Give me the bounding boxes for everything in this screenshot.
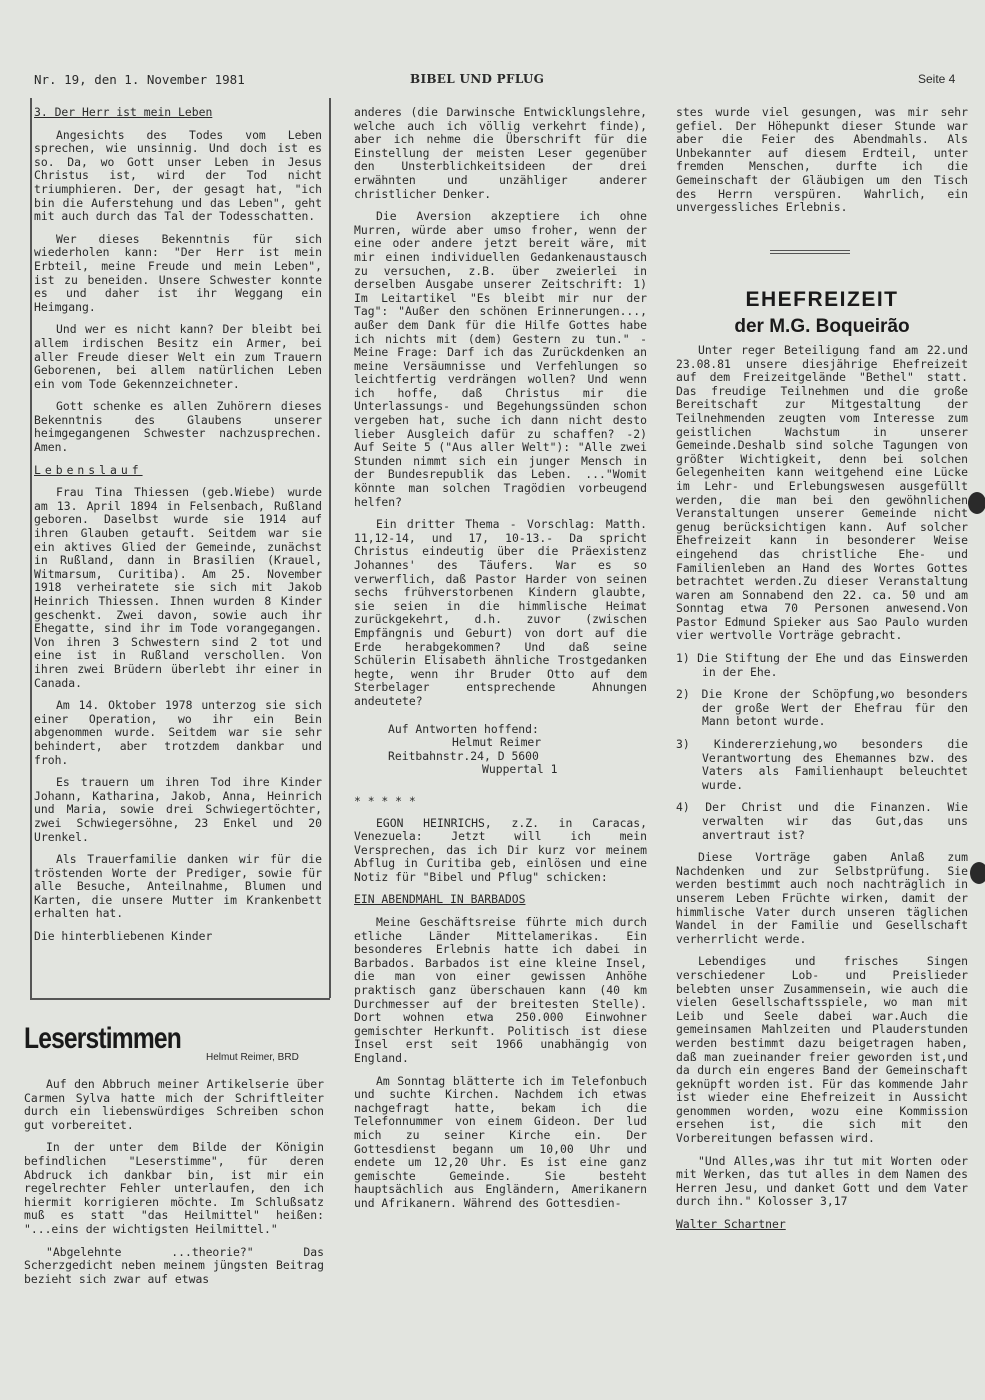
signature-address: Reitbahnstr.24, D 5600 — [388, 748, 539, 763]
closing-signature: Die hinterbliebenen Kinder — [34, 929, 213, 944]
punch-hole — [968, 492, 985, 514]
paragraph: Meine Geschäftsreise führte mich durch etliche Länder Mittelamerikas. Ein besonderes Erlebnis hatte ich dabei in Barbados. Barbados ist eine kleine Insel, die man von einer gewissen Anhöhe praktisch ganz überschauen kann (40 km Durchmesser auf der breitesten Stelle). Dort wohnen etwa 250.000 Einwohner gemischter Herkunft. Politisch ist diese Insel erst seit 1966 unabhängig von England. — [354, 915, 647, 1065]
punch-hole — [970, 862, 985, 884]
signature-city: Wuppertal 1 — [482, 762, 558, 777]
leserstimmen-author: Helmut Reimer, BRD — [206, 1052, 299, 1063]
column-1-border-bottom — [30, 998, 330, 1000]
paragraph: Unter reger Beteiligung fand am 22.und 23.08.81 unsere diesjährige Ehefreizeit auf dem Freizeitgelände "Bethel" statt. Das freudige Teilnehmen und die große Bereitschaft zur Mitgestaltung der Teilnehmenden zeugten vom Interesse zum geistlichen Wachstum in unserer Gemeinde.Deshalb sind solche Tagungen von größter Wichtigkeit, denn bei solchen Gelegenheiten kann weitgehend eine Lücke im Lehr- und Erlebungswesen ausgefüllt werden, die man bei den gewöhnlichen Veranstaltungen unserer Gemeinde nicht genug berücksichtigen kann. Auf solcher Ehefreizeit kann in besonderer Weise eingehend das christliche Ehe- und Familienleben an Hand des Wortes Gottes betrachtet werden.Zu dieser Veranstaltung waren am Sonnabend den 22. ca. 50 und am Sonntag etwa 70 Personen anwesend.Von Pastor Edmund Spieker aus Sao Paulo wurden vier wertvolle Vorträge gebracht. — [676, 343, 968, 643]
paragraph: "Abgelehnte ...theorie?" Das Scherzgedicht neben meinem jüngsten Beitrag bezieht sich zwar auf etwas — [24, 1244, 324, 1286]
column-1-border-left — [30, 98, 32, 998]
paragraph: In der unter dem Bilde der Königin befindlichen "Leserstimme", für deren Abdruck ich dankbar bin, ist mir ein regelrechter Fehler unterlaufen, den ich hiermit korrigieren möchte. Im Schlußsatz muß es statt "das Heilmittel" heißen: "...eins der wichtigsten Heilmittel." — [24, 1140, 324, 1236]
signature-block — [354, 723, 647, 777]
leserstimmen-title: Leserstimmen — [24, 1022, 181, 1055]
page-number: Seite 4 — [918, 72, 956, 86]
author-signature: Walter Schartner — [676, 1217, 786, 1232]
separator-stars: * * * * * — [354, 793, 416, 808]
issue-date: Nr. 19, den 1. November 1981 — [34, 72, 245, 87]
paragraph: Als Trauerfamilie danken wir für die tröstenden Worte der Prediger, sowie für alle Besuche, Anteilnahme, Blumen und Karten, die unsere Mutter im Krankenbett erhalten hat. — [34, 852, 322, 921]
paragraph: Frau Tina Thiessen (geb.Wiebe) wurde am 13. April 1894 in Felsenbach, Rußland geboren. Daselbst wurde sie 1914 auf ihren Glauben getauft. Seitdem war sie ein aktives Glied der Gemeinde, zunächst in Rußland, dann in Brasilien (Krauel, Witmarsum, Curitiba). Am 25. November 1918 verheiratete sie sich mit Jakob Heinrich Thiessen. Ihnen wurden 8 Kinder geschenkt. Zwei davon, sowie auch ihr Ehegatte, sind ihr im Tode vorangegangen. Von ihren 3 Schwestern sind 2 tot und eine ist in Rußland verschollen. Von ihren zwei Brüdern überlebt ihr einer in Canada. — [34, 485, 322, 690]
list-item: 3) Kindererziehung,wo besonders die Verantwortung des Ehemannes bzw. des Vaters als Familienhaupt beleuchtet wurde. — [676, 737, 968, 792]
signature-line: Auf Antworten hoffend: — [388, 721, 539, 736]
paragraph: Angesichts des Todes vom Leben sprechen, wie unsinnig. Und doch ist es so. Da, wo Gott unser Leben in Jesus Christus ist, wird der Tod nicht triumphieren. Der, der gesagt hat, "ich bin die Auferstehung und das Leben", geht mit auch durch das Tal der Todesschatten. — [34, 127, 322, 224]
ehefreizeit-title: EHEFREIZEIT — [745, 288, 899, 311]
paragraph: Und wer es nicht kann? Der bleibt bei allem irdischen Besitz ein Armer, bei aller Freude dieser Welt ein zum Trauern Geborenen, bei allem natürlichen Leben ein vom Tode Gekennzeichneter. — [34, 322, 322, 391]
ehefreizeit-heading — [676, 288, 968, 338]
paragraph: Gott schenke es allen Zuhörern dieses Bekenntnis des Glaubens unserer heimgegangenen Schwester nachzusprechen. Amen. — [34, 399, 322, 455]
list-item: 4) Der Christ und die Finanzen. Wie verwalten wir das Gut,das uns anvertraut ist? — [676, 800, 968, 842]
divider-line — [770, 253, 850, 254]
paragraph: stes wurde viel gesungen, was mir sehr gefiel. Der Höhepunkt dieser Stunde war aber die Feier des Abendmahls. Als Unbekannter auf diesem Erdteil, unter fremden Menschen, durfte ich die Gemeinschaft der Gläubigen um den Tisch des Herrn verspüren. Wahrlich, ein unvergessliches Erlebnis. — [676, 105, 968, 215]
paragraph: Diese Vorträge gaben Anlaß zum Nachdenken und zur Selbstprüfung. Sie werden bestimmt auch noch nachträglich in unserem Leben Früchte wirken, damit der himmlische Vater durch unseren täglichen Wandel in der Familie und Gesellschaft verherrlicht werde. — [676, 850, 968, 946]
signature-name: Helmut Reimer — [452, 735, 542, 750]
paragraph: Am Sonntag blätterte ich im Telefonbuch und suchte Kirchen. Nachdem ich etwas nachgefragt hatte, bekam ich die Telefonnummer von einem Gideon. Der lud mich zu seiner Kirche ein. Der Gottesdienst begann um 10,00 Uhr und endete um 12,20 Uhr. Es ist eine ganz gemischte Gemeinde. Sie besteht hauptsächlich aus Engländern, Amerikanern und Afrikanern. Während des Gottesdien- — [354, 1073, 647, 1210]
paragraph: Am 14. Oktober 1978 unterzog sie sich einer Operation, wo ihr ein Bein abgenommen wurde. Seitdem war sie sehr behindert, aber trotzdem dankbar und froh. — [34, 698, 322, 767]
ehefreizeit-body — [676, 344, 968, 1241]
list-item: 1) Die Stiftung der Ehe und das Einswerden in der Ehe. — [676, 651, 968, 679]
column-3 — [676, 106, 968, 224]
paragraph: Die Aversion akzeptiere ich ohne Murren, würde aber umso froher, wenn der eine oder andere jetzt bereit wäre, mit mir einen individuellen Gedankenaustausch zu versuchen, z.B. über zweierlei in derselben Ausgabe unserer Zeitschrift: 1) Im Leitartikel "Es bleibt mir nur der Tag": "Außer den schönen Erinnerungen..., außer dem Dank für die Hilfe Gottes habe ich nichts mit (dem) Gestern zu tun." - Meine Frage: Darf ich das Zurückdenken an meine Versäumnisse und Verfehlungen so leichtfertig verdrängen wollen? Und wenn ich hoffe, daß Christus mir die Unterlassungs- und Begehungssünden schon vergeben hat, suche ich dann nicht desto lieber Ausgleich dafür zu schaffen? -2) Auf Seite 5 ("Aus aller Welt"): "Alle zwei Stunden nimmt sich ein junger Mensch in der Bundesrepublik das Leben. ..."Womit könnte man solchen Tragödien vorbeugend helfen? — [354, 209, 647, 509]
lebenslauf-heading: Lebenslauf — [34, 462, 143, 477]
paragraph: Wer dieses Bekenntnis für sich wiederholen kann: "Der Herr ist mein Erbteil, meine Freude und mein Leben", ist zu beneiden. Unsere Schwester konnte es und daher ist ihr Weggang ein Heimgang. — [34, 231, 322, 314]
quote: "Und Alles,was ihr tut mit Worten oder mit Werken, das tut alles in dem Namen des Herren Jesu, und danket Gott und dem Vater durch ihn." Kolosser 3,17 — [676, 1153, 968, 1209]
newspaper-title: BIBEL UND PFLUG — [410, 72, 545, 86]
paragraph: Auf den Abbruch meiner Artikelserie über Carmen Sylva hatte mich der Schriftleiter durch ein liebenswürdiges Schreiben schon gut vorbereitet. — [24, 1077, 324, 1132]
paragraph: Es trauern um ihren Tod ihre Kinder Johann, Katharina, Jakob, Anna, Heinrich und Maria, sowie drei Schwiegertöchter, zwei Schwiegersöhne, 23 Enkel und 20 Urenkel. — [34, 775, 322, 844]
paragraph: anderes (die Darwinsche Entwicklungslehre, welche auch ich völlig verkehrt finde), aber ich nehme die Überschrift für die Einstellung der meisten Leser gegenüber den Unsterblichkeitsideen der drei erwähnten und unzähliger anderer christlicher Denker. — [354, 105, 647, 201]
ehefreizeit-subtitle: der M.G. Boqueirão — [734, 316, 910, 337]
paragraph: Ein dritter Thema - Vorschlag: Matth. 11,12-14, und 17, 10-13.- Da spricht Christus eindeutig über die Präexistenz Johannes' des Täufers. War es so verwerflich, daß Pastor Harder von seinen sechs frühverstorbenen Kindern glaubte, sie seien in die himmlische Heimat zurückgekehrt, d.h. zuvor (zwischen Empfängnis und Geburt) von dort auf die Erde herabgekommen? Und daß seine Schülerin Elisabeth ähnliche Trostgedanken hegte, wenn ihr Bruder Otto auf dem Sterbelager entsprechende Ahnungen andeutete? — [354, 517, 647, 708]
section-heading: 3. Der Herr ist mein Leben — [34, 105, 213, 119]
list-item: 2) Die Krone der Schöpfung,wo besonders der große Wert der Ehefrau für den Mann betont wurde. — [676, 687, 968, 729]
paragraph: Lebendiges und frisches Singen verschiedener Lob- und Preislieder belebten unser Zusammensein, wie auch die vielen Gesellschaftsspiele, wo man mit Leib und Seele dabei war.Auch die gemeinsamen Mahlzeiten und Plauderstunden werden bestimmt dazu beigetragen haben, daß man zueinander freier geworden ist,und da durch ein engeres Band der Gemeinschaft geknüpft worden ist. Für das kommende Jahr ist wieder eine Ehefreizeit in Aussicht genommen worden, wozu eine Kommission ersehen ist, die sich mit den Vorbereitungen befassen wird. — [676, 954, 968, 1146]
column-2 — [354, 106, 647, 1220]
divider-line — [770, 250, 850, 251]
abendmahl-heading: EIN ABENDMAHL IN BARBADOS — [354, 892, 526, 907]
column-1 — [34, 106, 322, 953]
paragraph: EGON HEINRICHS, z.Z. in Caracas, Venezuela: Jetzt will ich mein Versprechen, das ich Dir kurz vor meinem Abflug in Curitiba geb, einlösen und eine Notiz für "Bibel und Pflug" schicken: — [354, 815, 647, 884]
leserstimmen-body — [24, 1078, 324, 1295]
column-1-border-right — [329, 98, 331, 998]
